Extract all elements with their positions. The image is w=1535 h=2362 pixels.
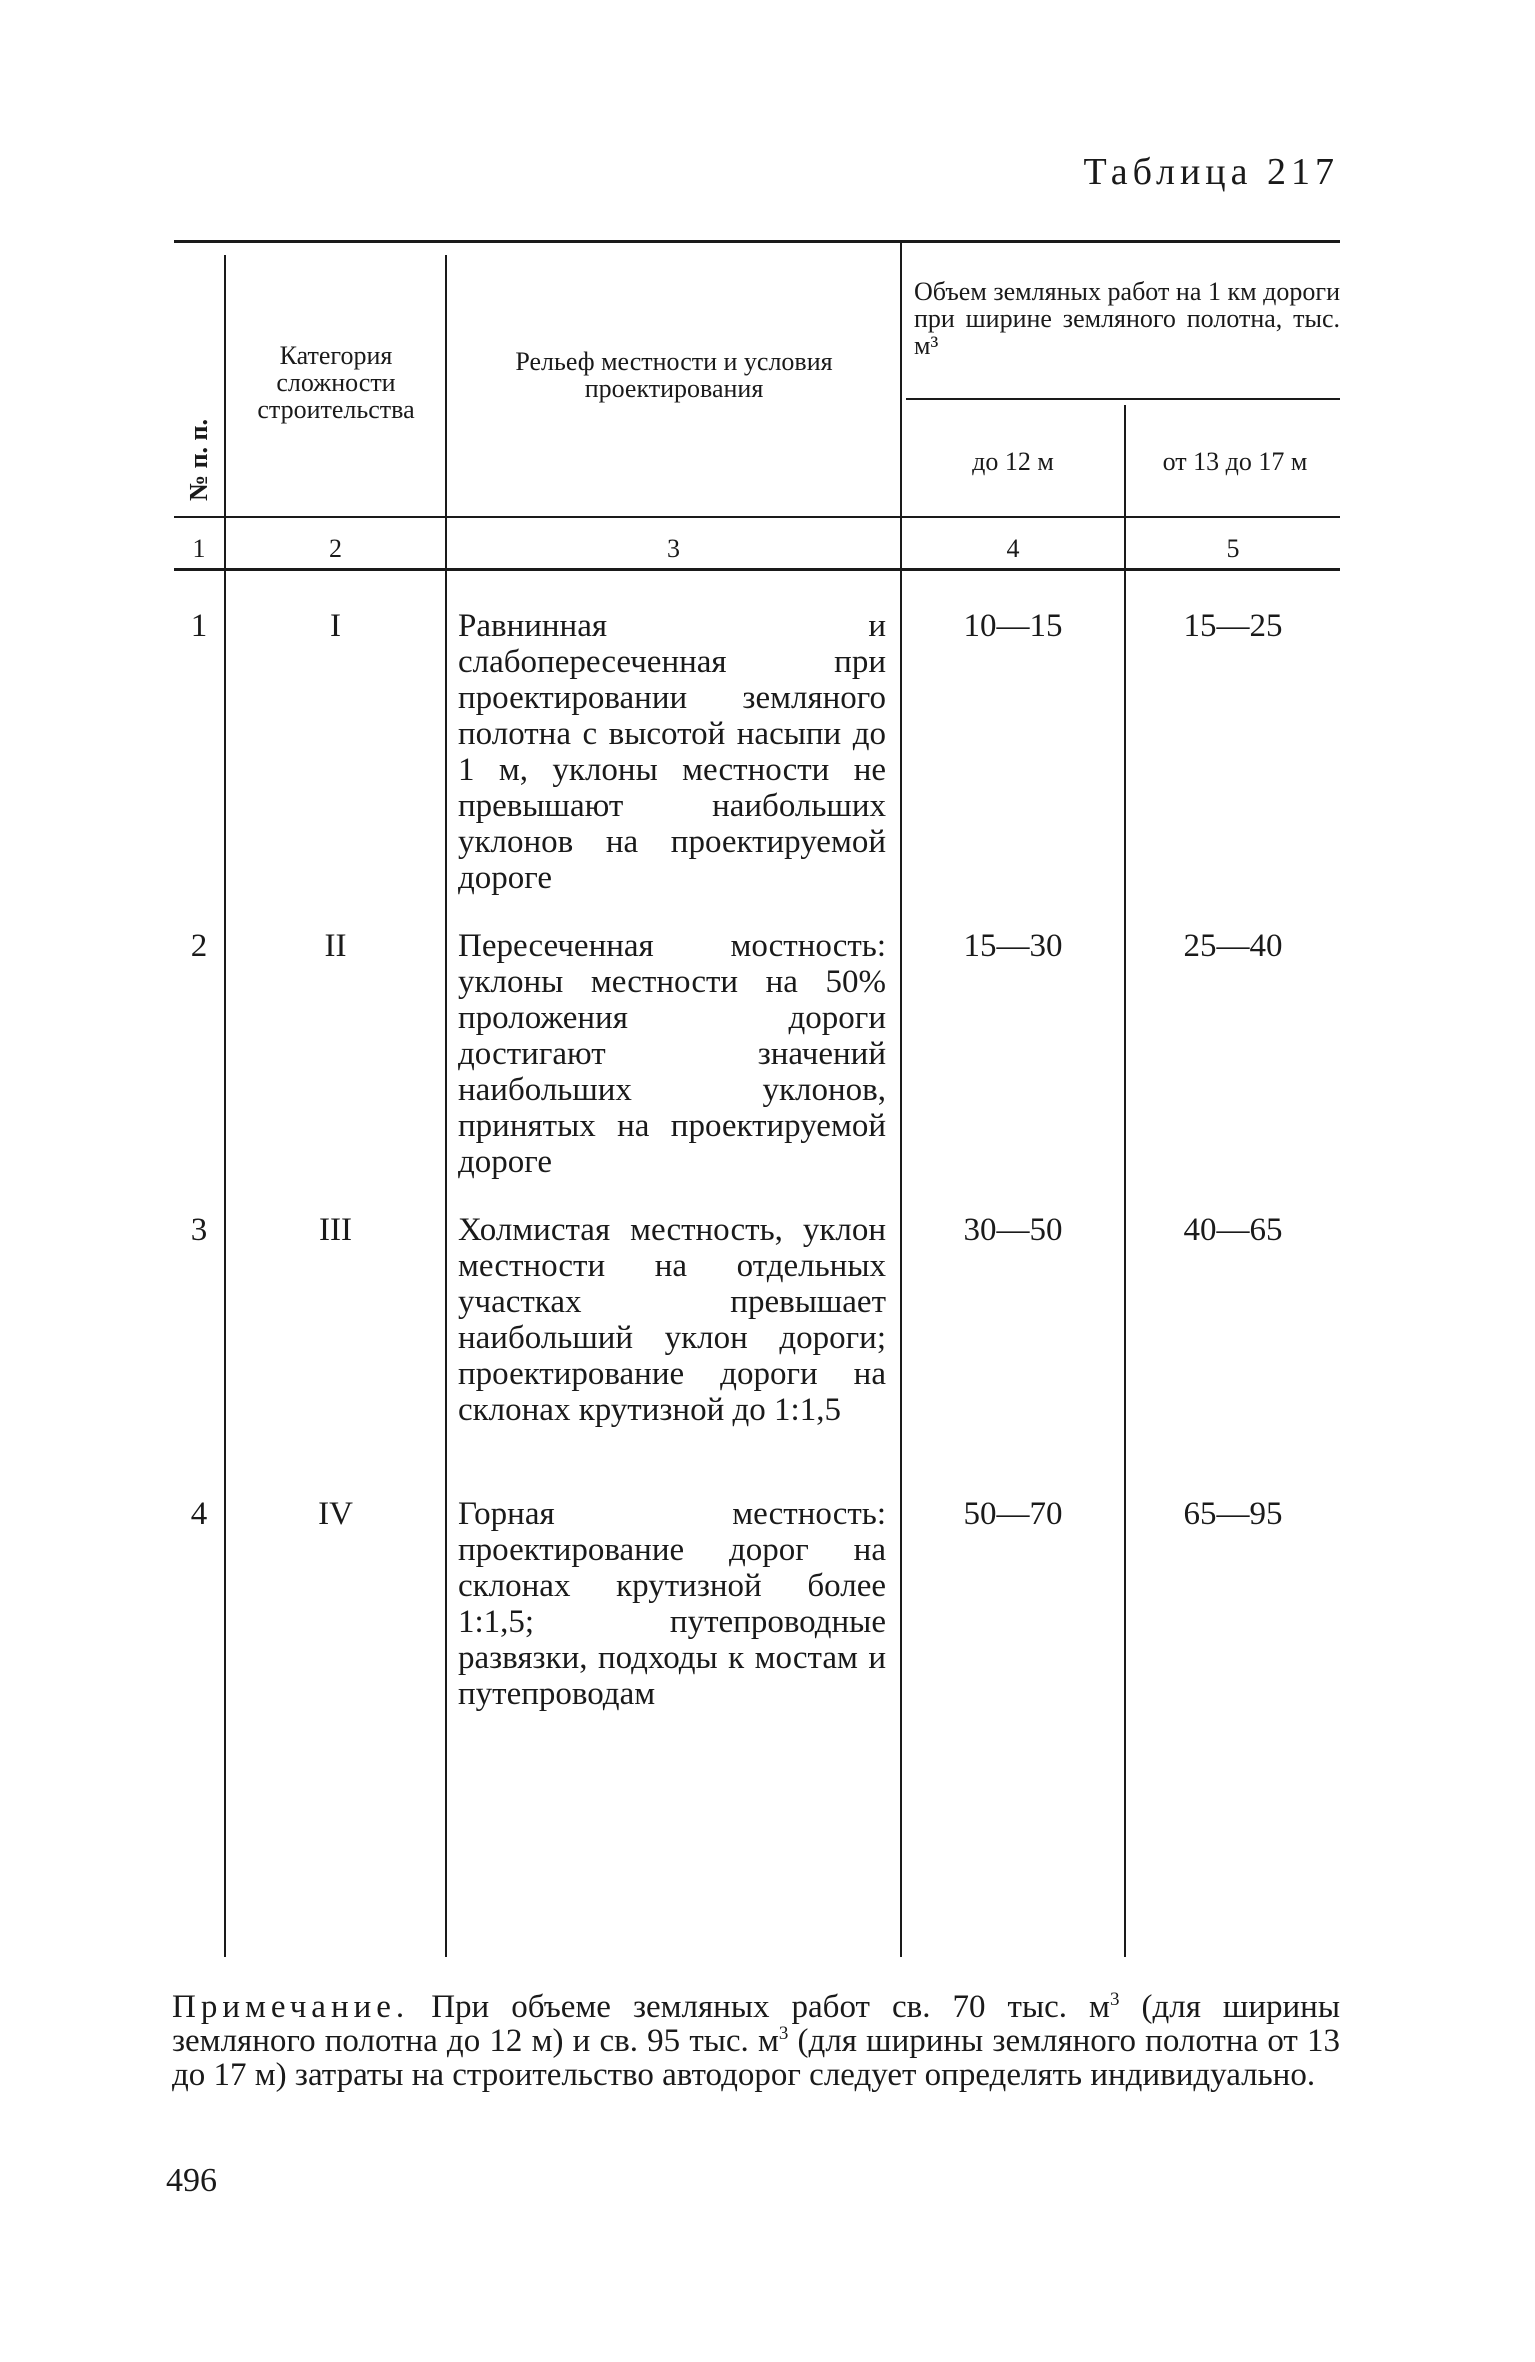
col-number-4: 4 (1006, 534, 1020, 563)
row-number: 2 (190, 928, 208, 964)
row-description: Холмистая местность, уклон местности на отдельных участках превышает наибольший уклон дороги; проектирование дороги на склонах крутизной до 1:1,5 (458, 1212, 886, 1428)
table-note (172, 1990, 1340, 2092)
row-volume-to-12: 15—30 (963, 928, 1063, 964)
row-category: I (330, 608, 341, 644)
row-number: 1 (190, 608, 208, 644)
row-number: 3 (190, 1212, 208, 1248)
header-num: № п. п. (184, 418, 213, 502)
header-volume-to-12: до 12 м (972, 447, 1054, 476)
col-number-rule (174, 516, 1340, 518)
volume-header-rule (906, 398, 1340, 400)
row-category: II (324, 928, 347, 964)
row-category: III (319, 1212, 352, 1248)
row-volume-13-17: 65—95 (1183, 1496, 1283, 1532)
note-sup-1: 3 (1109, 1989, 1120, 2010)
table-top-rule (174, 240, 1340, 243)
header-volume-13-17: от 13 до 17 м (1162, 447, 1308, 476)
row-description: Горная местность: проектирование дорог на склонах крутизной более 1:1,5; путепроводные развязки, подходы к мостам и путепроводам (458, 1496, 886, 1712)
note-label: Примечание. (172, 1989, 410, 2025)
header-relief: Рельеф местности и условия проектирования (515, 347, 833, 403)
header-volume: Объем земляных работ на 1 км дороги при ширине земляного полотна, тыс. м³ (914, 277, 1340, 360)
col-divider-2 (445, 255, 447, 1957)
col-divider-3 (900, 240, 902, 1957)
row-category: IV (318, 1496, 353, 1532)
note-sup-2: 3 (778, 2023, 789, 2044)
note-text-3: (для ширины земляного полотна от 13 до 17 м) затраты на строительство автодорог следует определять индивидуально. (172, 2023, 1341, 2093)
col-number-2: 2 (329, 534, 342, 563)
page-number: 496 (166, 2162, 217, 2199)
col-divider-1 (224, 255, 226, 1957)
row-volume-13-17: 15—25 (1183, 608, 1283, 644)
row-volume-13-17: 25—40 (1183, 928, 1283, 964)
table-title: Таблица 217 (1083, 151, 1339, 193)
col-number-5: 5 (1226, 534, 1240, 563)
row-description: Равнинная и слабопересеченная при проектировании земляного полотна с высотой насыпи до 1 м, уклоны местности не превышают наибольших уклонов на проектируемой дороге (458, 608, 886, 896)
row-volume-to-12: 50—70 (963, 1496, 1063, 1532)
row-number: 4 (190, 1496, 208, 1532)
note-text-1: При объеме земляных работ св. 70 тыс. м (409, 1989, 1110, 2025)
header-num-cell (174, 255, 224, 513)
header-bottom-rule (174, 568, 1340, 571)
col-number-3: 3 (667, 534, 680, 563)
note-text-2: (для ширины земляного полотна до 12 м) и св. 95 тыс. м (172, 1989, 1340, 2059)
row-volume-to-12: 10—15 (963, 608, 1063, 644)
header-category: Категория сложности строительства (257, 341, 415, 424)
row-volume-13-17: 40—65 (1183, 1212, 1283, 1248)
row-description: Пересеченная мостность: уклоны местности на 50% проложения дороги достигают значений наибольших уклонов, принятых на проектируемой дороге (458, 928, 886, 1180)
col-number-1: 1 (192, 534, 206, 563)
row-volume-to-12: 30—50 (963, 1212, 1063, 1248)
